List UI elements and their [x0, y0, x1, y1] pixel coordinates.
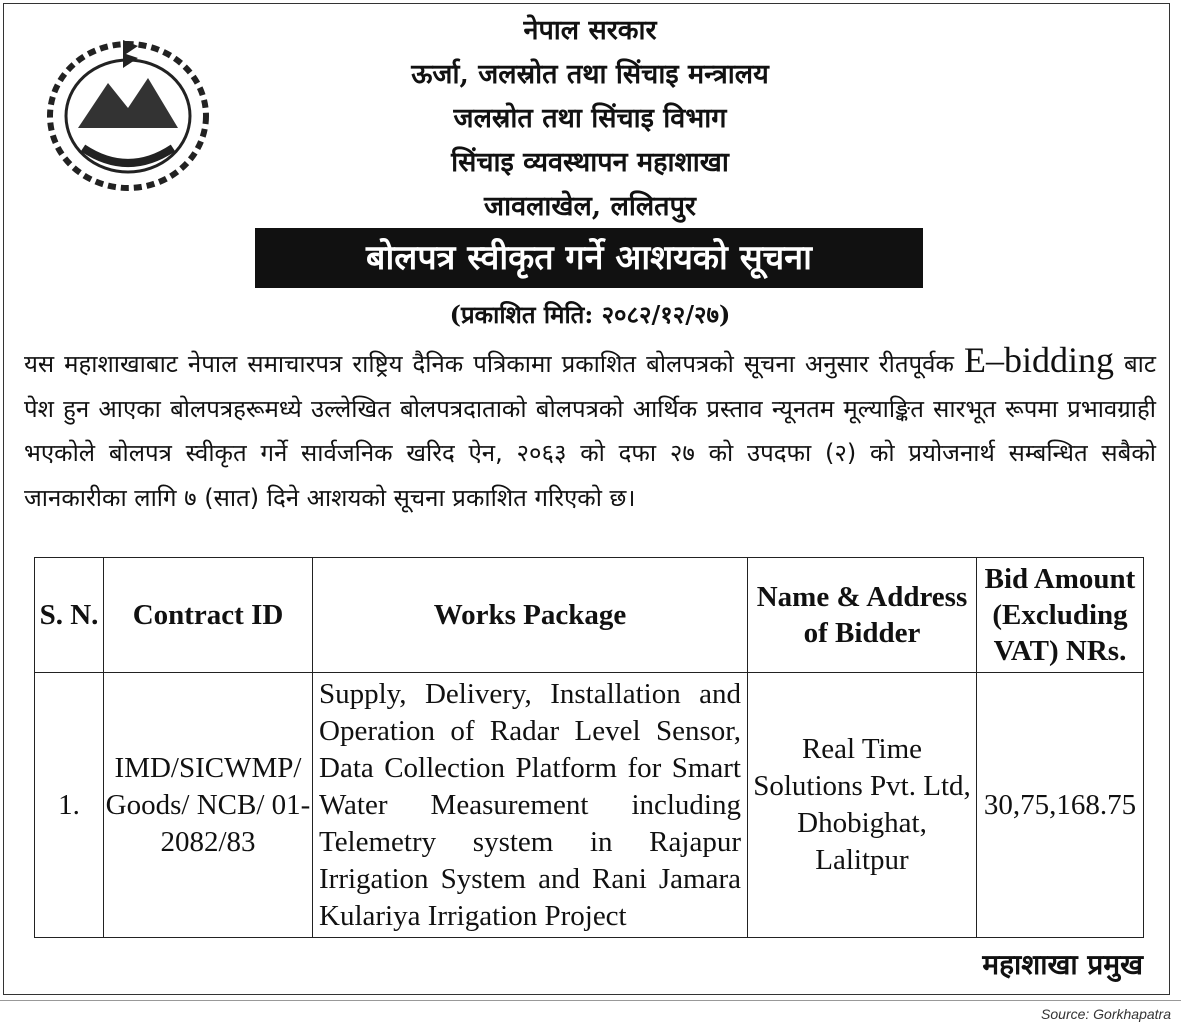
cell-contract-id: IMD/SICWMP/ Goods/ NCB/ 01-2082/83 [104, 673, 313, 938]
footer-divider [0, 1000, 1181, 1001]
header-contract-id: Contract ID [104, 558, 313, 673]
body-part-2: बाट पेश हुन आएका बोलपत्रहरूमध्ये उल्लेखित बोलपत्रदाताको बोलपत्रको आर्थिक प्रस्ताव न्यूनतम मूल्याङ्कित सारभूत रूपमा प्रभावग्राही भएकोले बोलपत्र स्वीकृत गर्ने सार्वजनिक खरिद ऐन, २०६३ को दफा २७ को उपदफा (२) को प्रयोजनार्थ सम्बन्धित सबैको जानकारीका लागि ७ (सात) दिने आशयको सूचना प्रकाशित गरिएको छ। [24, 350, 1156, 512]
notice-title-banner: बोलपत्र स्वीकृत गर्ने आशयको सूचना [255, 228, 923, 288]
source-credit: Source: Gorkhapatra [1041, 1006, 1171, 1022]
header-line-department: जलस्रोत तथा सिंचाइ विभाग [453, 103, 727, 134]
header-works-package: Works Package [313, 558, 748, 673]
body-part-1: यस महाशाखाबाट नेपाल समाचारपत्र राष्ट्रिय दैनिक पत्रिकामा प्रकाशित बोलपत्रको सूचना अनुसार रीतपूर्वक [24, 350, 964, 378]
cell-works-package: Supply, Delivery, Installation and Operation of Radar Level Sensor, Data Collection Platform for Smart Water Measurement including Telemetry system in Rajapur Irrigation System and Rani Jamara Kulariya Irrigation Project [313, 673, 748, 938]
table-header-row [35, 558, 1144, 673]
table-row [35, 673, 1144, 938]
nepal-government-emblem [38, 28, 218, 198]
header-bid-amount: Bid Amount (Excluding VAT) NRs. [977, 558, 1144, 673]
header-bidder: Name & Address of Bidder [748, 558, 977, 673]
header-sn: S. N. [35, 558, 104, 673]
cell-bidder: Real Time Solutions Pvt. Ltd, Dhobighat, Lalitpur [748, 673, 977, 938]
notice-body [24, 338, 1156, 520]
header-line-division: सिंचाइ व्यवस्थापन महाशाखा [451, 147, 729, 178]
cell-bid-amount: 30,75,168.75 [977, 673, 1144, 938]
published-date: (प्रकाशित मिति: २०८२/१२/२७) [449, 300, 731, 329]
signature-title: महाशाखा प्रमुख [982, 948, 1143, 981]
cell-sn: 1. [35, 673, 104, 938]
header-line-address: जावलाखेल, ललितपुर [484, 191, 696, 222]
award-table [34, 557, 1144, 938]
header-line-ministry: ऊर्जा, जलस्रोत तथा सिंचाइ मन्त्रालय [411, 59, 769, 90]
header-line-government: नेपाल सरकार [523, 15, 657, 46]
body-ebidding: E–bidding [963, 340, 1114, 380]
